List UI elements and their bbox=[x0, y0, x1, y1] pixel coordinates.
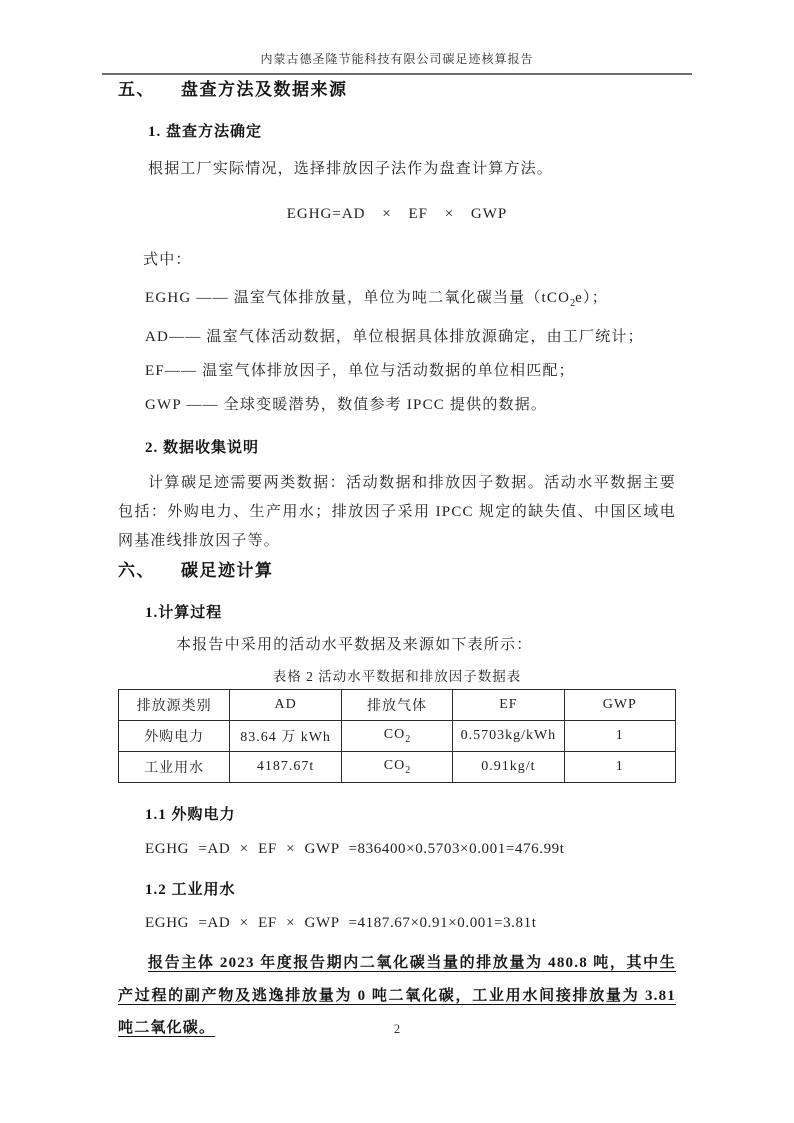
section5-heading bbox=[118, 75, 676, 100]
table-caption: 表格 2 活动水平数据和排放因子数据表 bbox=[272, 669, 522, 684]
cell-gas bbox=[341, 752, 452, 783]
cell-gwp: 1 bbox=[564, 721, 675, 752]
cell-ad: 83.64 万 kWh bbox=[230, 721, 341, 752]
section5-sub1-heading: 1. 盘查方法确定 bbox=[148, 124, 263, 140]
col-header-gas: 排放气体 bbox=[341, 690, 452, 721]
electricity-calculation: EGHG =AD × EF × GWP =836400×0.5703×0.001=476.99t bbox=[145, 841, 565, 857]
gas-subscript: 2 bbox=[405, 733, 411, 745]
header-title: 内蒙古德圣隆节能科技有限公司碳足迹核算报告 bbox=[260, 52, 534, 66]
cell-ef: 0.91kg/t bbox=[453, 752, 564, 783]
col-header-ef: EF bbox=[453, 690, 564, 721]
cell-gwp: 1 bbox=[564, 752, 675, 783]
co2-subscript: 2 bbox=[570, 298, 576, 309]
section5-sub2-heading: 2. 数据收集说明 bbox=[145, 440, 260, 456]
activity-data-table bbox=[118, 689, 676, 783]
ghg-formula: EGHG=AD × EF × GWP bbox=[286, 206, 508, 222]
conclusion-paragraph: 报告主体 2023 年度报告期内二氧化碳当量的排放量为 480.8 吨，其中生产过程的副产物及逃逸排放量为 0 吨二氧化碳，工业用水间接排放量为 3.81 吨二氧化碳。 bbox=[118, 955, 676, 1036]
water-calculation: EGHG =AD × EF × GWP =4187.67×0.91×0.001=3.81t bbox=[145, 915, 537, 931]
section6-sub12-heading: 1.2 工业用水 bbox=[145, 882, 236, 898]
cell-ef: 0.5703kg/kWh bbox=[453, 721, 564, 752]
col-header-source: 排放源类别 bbox=[119, 690, 230, 721]
cell-gas bbox=[341, 721, 452, 752]
gas-name: CO bbox=[383, 758, 406, 774]
section6-sub1-heading: 1.计算过程 bbox=[145, 605, 223, 621]
table-row bbox=[119, 721, 676, 752]
definition-gwp: GWP —— 全球变暖潜势，数值参考 IPCC 提供的数据。 bbox=[145, 397, 548, 413]
section6-heading bbox=[118, 556, 676, 581]
cell-source: 外购电力 bbox=[119, 721, 230, 752]
formula-intro: 式中： bbox=[143, 252, 192, 268]
page-content bbox=[118, 75, 676, 1045]
cell-ad: 4187.67t bbox=[230, 752, 341, 783]
page-number: 2 bbox=[393, 1022, 401, 1036]
section6-sub11-heading: 1.1 外购电力 bbox=[145, 807, 236, 823]
table-header-row bbox=[119, 690, 676, 721]
definition-ad: AD—— 温室气体活动数据，单位根据具体排放源确定，由工厂统计； bbox=[145, 329, 644, 345]
gas-name: CO bbox=[383, 727, 406, 743]
section5-paragraph1: 根据工厂实际情况，选择排放因子法作为盘查计算方法。 bbox=[148, 161, 554, 177]
definition-eghg-tail: e）； bbox=[575, 290, 608, 306]
section6-heading-title: 碳足迹计算 bbox=[181, 561, 274, 580]
section5-heading-title: 盘查方法及数据来源 bbox=[181, 80, 348, 99]
definition-eghg bbox=[145, 288, 676, 314]
section5-heading-number: 五、 bbox=[118, 80, 155, 99]
page-header bbox=[102, 0, 692, 75]
section6-heading-number: 六、 bbox=[118, 561, 155, 580]
gas-subscript: 2 bbox=[405, 764, 411, 776]
definition-eghg-text: EGHG —— 温室气体排放量，单位为吨二氧化碳当量（tCO bbox=[145, 290, 571, 306]
page-footer bbox=[0, 1022, 794, 1037]
col-header-ad: AD bbox=[230, 690, 341, 721]
cell-source: 工业用水 bbox=[119, 752, 230, 783]
table-intro: 本报告中采用的活动水平数据及来源如下表所示： bbox=[176, 637, 533, 653]
table-row bbox=[119, 752, 676, 783]
section5-paragraph2: 计算碳足迹需要两类数据：活动数据和排放因子数据。活动水平数据主要包括：外购电力、生产用水；排放因子采用 IPCC 规定的缺失值、中国区域电网基准线排放因子等。 bbox=[118, 475, 676, 549]
col-header-gwp: GWP bbox=[564, 690, 675, 721]
definition-ef: EF—— 温室气体排放因子，单位与活动数据的单位相匹配； bbox=[145, 363, 575, 379]
